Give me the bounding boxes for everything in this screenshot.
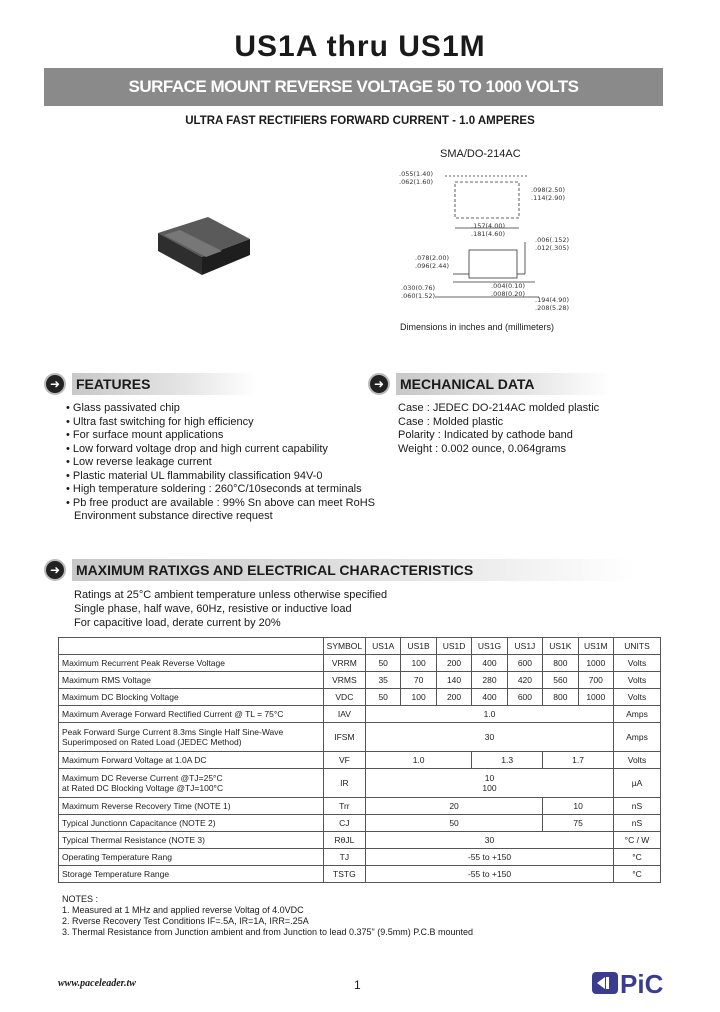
- row-label: Maximum Recurrent Peak Reverse Voltage: [59, 655, 324, 672]
- value-cell: 280: [472, 672, 507, 689]
- value-cell: 400: [472, 689, 507, 706]
- footer-website-link[interactable]: www.paceleader.tw: [58, 978, 136, 989]
- unit-cell: Volts: [614, 752, 661, 769]
- characteristics-table: [58, 637, 661, 883]
- dim-label: .157(4.00): [471, 222, 506, 230]
- header-cell: US1B: [401, 638, 436, 655]
- dim-label: .060(1.52): [401, 292, 436, 300]
- table-row: [59, 752, 661, 769]
- value-line: 100: [482, 783, 497, 793]
- company-logo: [590, 966, 672, 998]
- value-cell: 1.7: [543, 752, 614, 769]
- dim-label: .012(.305): [535, 244, 570, 252]
- value-cell: 800: [543, 689, 578, 706]
- value-cell: 560: [543, 672, 578, 689]
- header-cell: [59, 638, 324, 655]
- unit-cell: °C: [614, 849, 661, 866]
- package-label: SMA/DO-214AC: [440, 148, 521, 160]
- list-item: • Ultra fast switching for high efficiency: [66, 415, 254, 428]
- table-row: [59, 655, 661, 672]
- dim-label: .181(4.60): [471, 230, 506, 238]
- value-cell: 600: [507, 655, 542, 672]
- row-label: Maximum DC Blocking Voltage: [59, 689, 324, 706]
- dim-label: .096(2.44): [415, 262, 450, 270]
- unit-cell: nS: [614, 815, 661, 832]
- value-cell: 10: [543, 798, 614, 815]
- dim-label: .208(5.28): [535, 304, 570, 312]
- condition-line: For capacitive load, derate current by 20%: [74, 617, 281, 629]
- row-label-line: Peak Forward Surge Current 8.3ms Single Half Sine-Wave: [62, 727, 284, 737]
- value-cell: 75: [543, 815, 614, 832]
- notes-block: [62, 894, 473, 938]
- symbol-cell: IAV: [323, 706, 365, 723]
- value-line: 10: [484, 773, 495, 783]
- symbol-cell: CJ: [323, 815, 365, 832]
- symbol-cell: RθJL: [323, 832, 365, 849]
- header-cell: SYMBOL: [323, 638, 365, 655]
- row-label: [59, 769, 324, 798]
- arrow-circle-icon: ➜: [44, 559, 66, 581]
- device-photo: [150, 205, 258, 285]
- list-item: Polarity : Indicated by cathode band: [398, 429, 573, 441]
- header-cell: US1J: [507, 638, 542, 655]
- symbol-cell: VF: [323, 752, 365, 769]
- value-cell: 1.0: [365, 706, 613, 723]
- list-item: Weight : 0.002 ounce, 0.064grams: [398, 442, 566, 455]
- dim-label: .055(1.40): [399, 170, 434, 178]
- table-row: [59, 672, 661, 689]
- symbol-cell: Trr: [323, 798, 365, 815]
- row-label: [59, 723, 324, 752]
- table-row: [59, 815, 661, 832]
- unit-cell: °C / W: [614, 832, 661, 849]
- unit-cell: Amps: [614, 723, 661, 752]
- list-item: • Low forward voltage drop and high current capability: [66, 442, 328, 455]
- dim-label: .062(1.60): [399, 178, 434, 186]
- value-cell: 800: [543, 655, 578, 672]
- symbol-cell: VRMS: [323, 672, 365, 689]
- unit-cell: Amps: [614, 706, 661, 723]
- row-label: Typical Thermal Resistance (NOTE 3): [59, 832, 324, 849]
- value-cell: 100: [401, 655, 436, 672]
- value-cell: 50: [365, 815, 542, 832]
- value-cell: [365, 769, 613, 798]
- symbol-cell: IFSM: [323, 723, 365, 752]
- features-section-header: [44, 373, 344, 395]
- dim-label: .194(4.90): [535, 296, 570, 304]
- page-title: US1A thru US1M: [234, 30, 486, 63]
- table-row: [59, 798, 661, 815]
- table-row: [59, 866, 661, 883]
- value-cell: 200: [436, 689, 471, 706]
- dim-label: .030(0.76): [401, 284, 436, 292]
- features-heading: FEATURES: [72, 373, 256, 395]
- header-cell: US1G: [472, 638, 507, 655]
- ratings-conditions: [74, 588, 387, 630]
- dim-label: .004(0.10): [491, 282, 526, 290]
- list-item: • Plastic material UL flammability classification 94V-0: [66, 469, 323, 482]
- unit-cell: Volts: [614, 672, 661, 689]
- header-cell: US1K: [543, 638, 578, 655]
- symbol-cell: IR: [323, 769, 365, 798]
- value-cell: -55 to +150: [365, 866, 613, 883]
- page-subtitle: ULTRA FAST RECTIFIERS FORWARD CURRENT - 1.0 AMPERES: [185, 115, 535, 127]
- symbol-cell: TSTG: [323, 866, 365, 883]
- unit-cell: µA: [614, 769, 661, 798]
- mechanical-list: [398, 402, 599, 456]
- package-outline-drawing: [395, 162, 575, 320]
- row-label: Typical Junctionn Capacitance (NOTE 2): [59, 815, 324, 832]
- value-cell: 30: [365, 832, 613, 849]
- value-cell: 1.0: [365, 752, 471, 769]
- value-cell: 600: [507, 689, 542, 706]
- condition-line: Single phase, half wave, 60Hz, resistive or inductive load: [74, 603, 352, 615]
- list-item: • Glass passivated chip: [66, 402, 180, 414]
- value-cell: 200: [436, 655, 471, 672]
- features-list: [66, 402, 375, 524]
- mechanical-section-header: [368, 373, 668, 395]
- table-row: [59, 849, 661, 866]
- symbol-cell: VDC: [323, 689, 365, 706]
- unit-cell: nS: [614, 798, 661, 815]
- value-cell: 1000: [578, 689, 613, 706]
- value-cell: 50: [365, 655, 400, 672]
- value-cell: 420: [507, 672, 542, 689]
- row-label: Operating Temperature Rang: [59, 849, 324, 866]
- dim-label: .006(.152): [535, 236, 570, 244]
- dim-label: .078(2.00): [415, 254, 450, 262]
- symbol-cell: TJ: [323, 849, 365, 866]
- table-row: [59, 769, 661, 798]
- header-cell: US1D: [436, 638, 471, 655]
- list-item: • High temperature soldering : 260°C/10seconds at terminals: [66, 483, 362, 495]
- unit-cell: °C: [614, 866, 661, 883]
- notes-heading: NOTES :: [62, 894, 99, 904]
- ratings-heading: MAXIMUM RATIXGS AND ELECTRICAL CHARACTERISTICS: [72, 559, 636, 581]
- value-cell: 700: [578, 672, 613, 689]
- table-row: [59, 832, 661, 849]
- dim-label: .098(2.50): [531, 186, 566, 194]
- list-item: Environment substance directive request: [74, 510, 273, 522]
- row-label-line: at Rated DC Blocking Voltage @TJ=100°C: [62, 783, 224, 793]
- value-cell: 20: [365, 798, 542, 815]
- table-row: [59, 689, 661, 706]
- value-cell: 1.3: [472, 752, 543, 769]
- table-row: [59, 706, 661, 723]
- note-item: 2. Rverse Recovery Test Conditions IF=.5A, IR=1A, IRR=.25A: [62, 916, 309, 926]
- dim-label: .114(2.90): [531, 194, 566, 202]
- mechanical-heading: MECHANICAL DATA: [396, 373, 610, 395]
- note-item: 1. Measured at 1 MHz and applied reverse Voltag of 4.0VDC: [62, 905, 304, 915]
- arrow-circle-icon: ➜: [44, 373, 66, 395]
- value-cell: 30: [365, 723, 613, 752]
- table-header-row: [59, 638, 661, 655]
- value-cell: 100: [401, 689, 436, 706]
- row-label: Storage Temperature Range: [59, 866, 324, 883]
- page-number: 1: [354, 978, 361, 992]
- list-item: • For surface mount applications: [66, 429, 224, 441]
- list-item: Case : Molded plastic: [398, 415, 504, 428]
- row-label-line: Maximum DC Reverse Current @TJ=25°C: [62, 773, 223, 783]
- dimensions-note: Dimensions in inches and (millimeters): [400, 322, 555, 332]
- value-cell: -55 to +150: [365, 849, 613, 866]
- note-item: 3. Thermal Resistance from Junction ambient and from Junction to lead 0.375" (9.5mm) P.C.B mounted: [62, 927, 474, 937]
- value-cell: 50: [365, 689, 400, 706]
- dim-label: .008(0.20): [491, 290, 526, 298]
- value-cell: 400: [472, 655, 507, 672]
- logo-text: PiC: [620, 969, 664, 998]
- value-cell: 35: [365, 672, 400, 689]
- header-cell: UNITS: [614, 638, 661, 655]
- list-item: • Pb free product are available : 99% Sn above can meet RoHS: [66, 496, 375, 509]
- table-row: [59, 723, 661, 752]
- header-cell: US1M: [578, 638, 613, 655]
- header-cell: US1A: [365, 638, 400, 655]
- row-label: Maximum Average Forward Rectified Current @ TL = 75°C: [59, 706, 324, 723]
- arrow-circle-icon: ➜: [368, 373, 390, 395]
- value-cell: 1000: [578, 655, 613, 672]
- symbol-cell: VRRM: [323, 655, 365, 672]
- value-cell: 140: [436, 672, 471, 689]
- unit-cell: Volts: [614, 655, 661, 672]
- row-label: Maximum RMS Voltage: [59, 672, 324, 689]
- voltage-banner: SURFACE MOUNT REVERSE VOLTAGE 50 TO 1000 VOLTS: [44, 68, 663, 106]
- value-cell: 70: [401, 672, 436, 689]
- list-item: • Low reverse leakage current: [66, 456, 212, 468]
- row-label-line: Superimposed on Rated Load (JEDEC Method): [62, 737, 242, 747]
- list-item: Case : JEDEC DO-214AC molded plastic: [398, 402, 600, 414]
- unit-cell: Volts: [614, 689, 661, 706]
- row-label: Maximum Reverse Recovery Time (NOTE 1): [59, 798, 324, 815]
- condition-line: Ratings at 25°C ambient temperature unless otherwise specified: [74, 589, 388, 601]
- row-label: Maximum Forward Voltage at 1.0A DC: [59, 752, 324, 769]
- ratings-section-header: [44, 559, 664, 581]
